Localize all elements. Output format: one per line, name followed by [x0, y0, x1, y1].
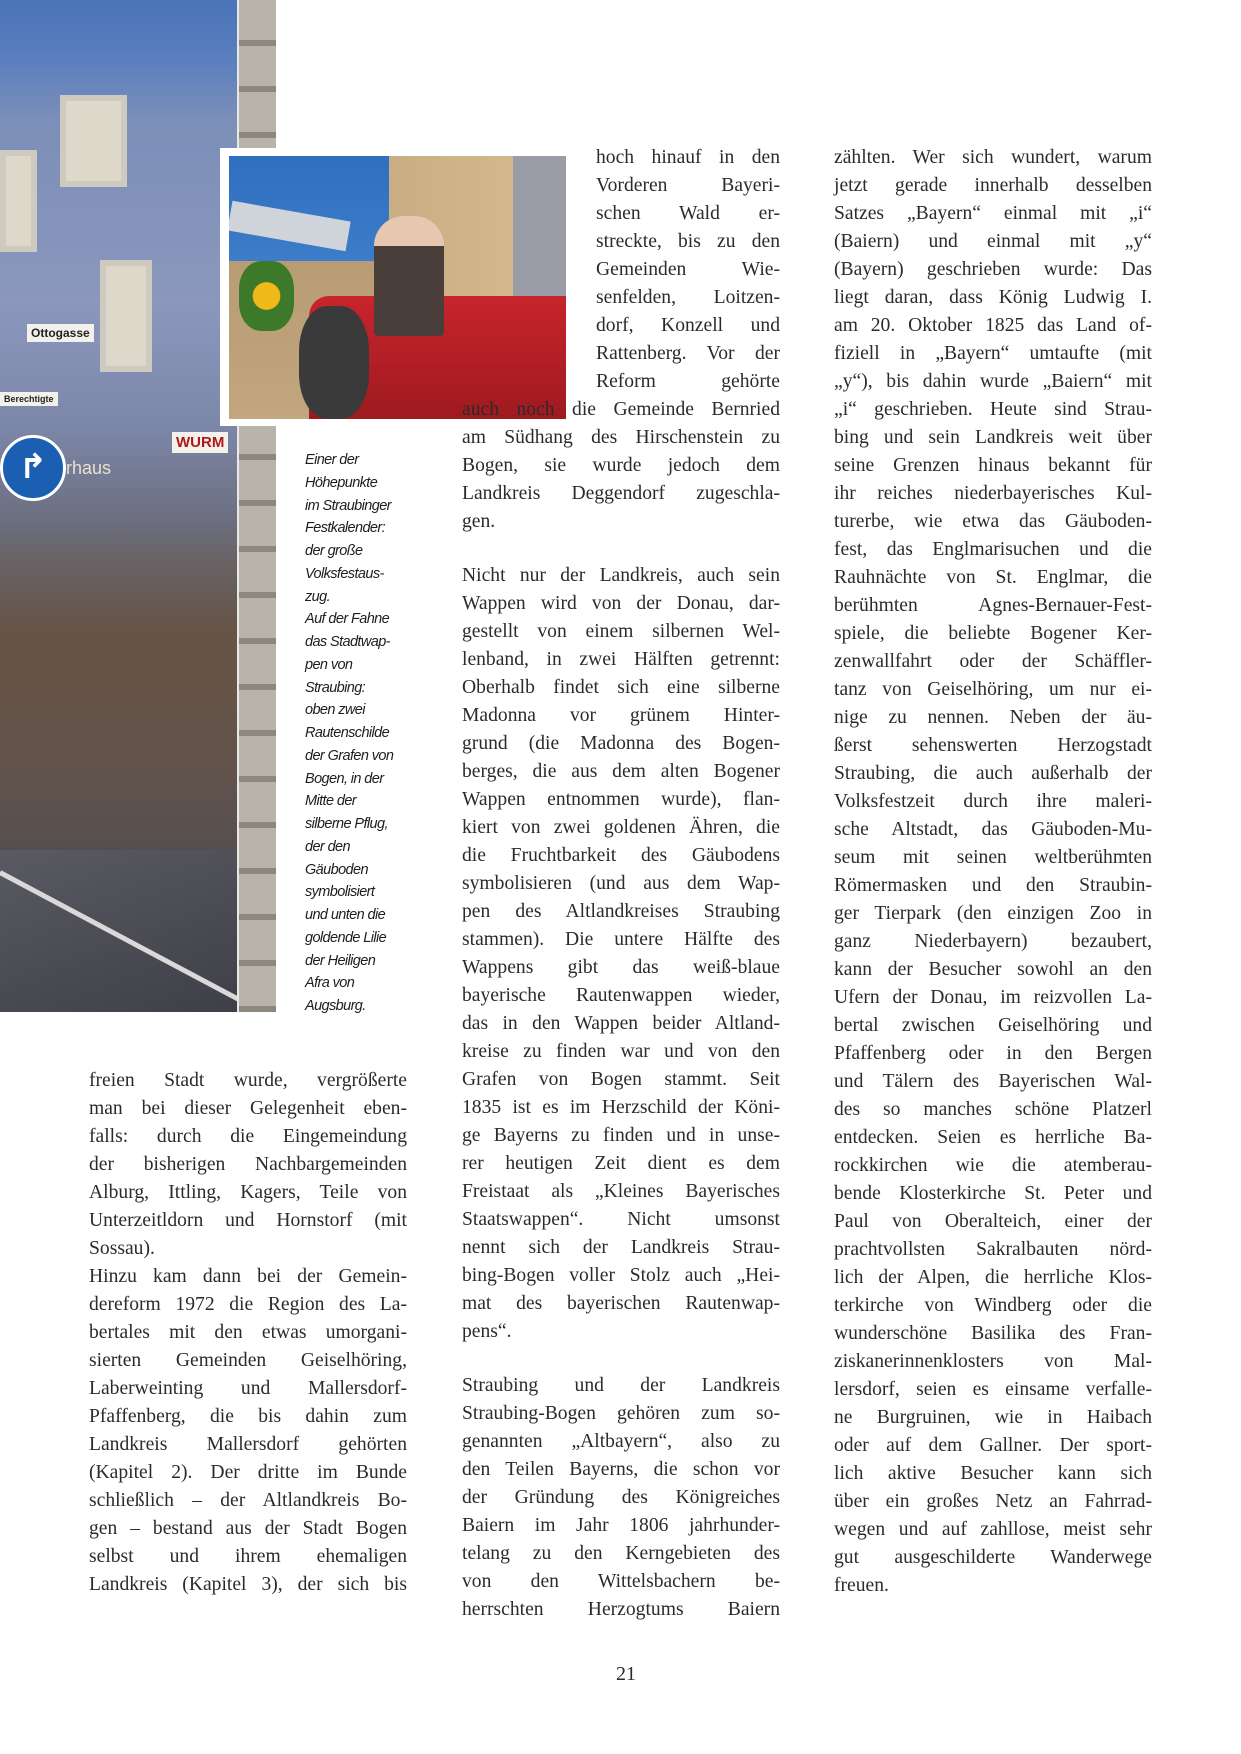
text-line: fest, das Englmarisuchen und die	[834, 539, 1152, 560]
photo-caption	[305, 449, 425, 1018]
building-window	[60, 95, 127, 187]
text-line: oder auf dem Gallner. Der sport-	[834, 1435, 1152, 1456]
street	[0, 850, 238, 1012]
text-line: Grafen von Bogen stammt. Seit	[462, 1069, 780, 1090]
text-line: Straubing, die auch außerhalb der	[834, 763, 1152, 784]
text-line: (Baiern) und einmal mit „y“	[834, 231, 1152, 252]
text-line: über ein großes Netz an Fahrrad-	[834, 1491, 1152, 1512]
text-line: zenwallfahrt oder der Schäffler-	[834, 651, 1152, 672]
text-line: Hinzu kam dann bei der Gemein-	[89, 1266, 407, 1287]
paragraph	[89, 1263, 407, 1599]
street-sign: Ottogasse	[27, 324, 94, 342]
text-line: der bisherigen Nachbargemeinden	[89, 1154, 407, 1175]
text-line: Vorderen Bayeri-	[596, 175, 780, 196]
text-line: den Teilen Bayerns, die schon vor	[462, 1459, 780, 1480]
umbrella	[229, 201, 351, 251]
text-line: Ufern der Donau, im reizvollen La-	[834, 987, 1152, 1008]
text-line: rockkirchen wie die atemberau-	[834, 1155, 1152, 1176]
text-line: gut ausgeschilderte Wanderwege	[834, 1547, 1152, 1568]
text-line: ßerst sehenswerten Herzogstadt	[834, 735, 1152, 756]
parking-sign: Berechtigte	[0, 392, 58, 406]
text-line: terkirche von Windberg oder die	[834, 1295, 1152, 1316]
text-line: Reform gehörte	[596, 371, 780, 392]
text-line: am 20. Oktober 1825 das Land of-	[834, 315, 1152, 336]
text-line: am Südhang des Hirschenstein zu	[462, 427, 780, 448]
text-line: ihr reiches niederbayerisches Kul-	[834, 483, 1152, 504]
photo-wrap-spacer	[462, 144, 596, 396]
text-line: gen.	[462, 511, 496, 532]
caption-line: der große	[305, 543, 363, 559]
caption-line: zug.	[305, 588, 331, 605]
caption-line: der den	[305, 838, 350, 855]
text-line: Baiern im Jahr 1806 jahrhunder-	[462, 1515, 780, 1536]
text-line: spiele, die beliebte Bogener Ker-	[834, 623, 1152, 644]
text-line: fiziell in „Bayern“ umtaufte (mit	[834, 343, 1152, 364]
text-line: wegen und auf zahllose, meist sehr	[834, 1519, 1152, 1540]
paragraph	[462, 1372, 780, 1624]
caption-line: pen von	[305, 656, 353, 673]
caption-line: Volksfestaus-	[305, 565, 384, 582]
text-line: Laberweinting und Mallersdorf-	[89, 1378, 407, 1399]
text-line: sche Altstadt, das Gäuboden-Mu-	[834, 819, 1152, 840]
text-line: lersdorf, seien es einsame verfalle-	[834, 1379, 1152, 1400]
text-line: grund (die Madonna des Bogen-	[462, 733, 780, 754]
text-line: liegt daran, dass König Ludwig I.	[834, 287, 1152, 308]
text-line: prachtvollsten Sakralbauten nörd-	[834, 1239, 1152, 1260]
text-line: ganz Niederbayern) bezaubert,	[834, 931, 1152, 952]
text-line: selbst und ihrem ehemaligen	[89, 1546, 407, 1567]
text-line: symbolisieren (und aus dem Wap-	[462, 873, 780, 894]
text-line: nige zu nennen. Neben der äu-	[834, 707, 1152, 728]
text-line: kiert von zwei goldenen Ähren, die	[462, 817, 780, 838]
shop-sign: WURM	[172, 432, 228, 453]
man-waving-hat	[374, 216, 444, 336]
caption-line: Festkalender:	[305, 520, 386, 537]
text-line: Gemeinden Wie-	[596, 259, 780, 280]
paragraph	[462, 562, 780, 1346]
text-line: Freistaat als „Kleines Bayerisches	[462, 1181, 780, 1202]
text-column-2	[462, 144, 780, 1624]
caption-line: und unten die	[305, 907, 386, 923]
text-line: stammen). Die untere Hälfte des	[462, 929, 780, 950]
text-line: streckte, bis zu den	[596, 231, 780, 252]
text-line: Staatswappen“. Nicht umsonst	[462, 1209, 780, 1230]
text-line: bing-Bogen voller Stolz auch „Hei-	[462, 1265, 780, 1286]
text-line: Pfaffenberg oder in den Bergen	[834, 1043, 1152, 1064]
text-line: herrschten Herzogtums Baiern	[462, 1599, 780, 1620]
text-line: Landkreis Mallersdorf gehörten	[89, 1434, 407, 1455]
text-line: nennt sich der Landkreis Strau-	[462, 1237, 780, 1258]
text-line: bertales mit den etwas umorgani-	[89, 1322, 407, 1343]
text-line: ne Burgruinen, wie in Haibach	[834, 1407, 1152, 1428]
text-line: seum mit seinen weltberühmten	[834, 847, 1152, 868]
text-line: Bogen, sie wurde jedoch dem	[462, 455, 780, 476]
text-line: die Fruchtbarkeit des Gäubodens	[462, 845, 780, 866]
caption-line: Einer der	[305, 452, 359, 468]
caption-line: Auf der Fahne	[305, 611, 390, 628]
text-line: rer heutigen Zeit dient es dem	[462, 1153, 780, 1174]
crowd	[0, 520, 238, 850]
text-line: von den Wittelsbachern be-	[462, 1571, 780, 1592]
text-line: „i“ geschrieben. Heute sind Strau-	[834, 399, 1152, 420]
caption-line: Mitte der	[305, 793, 357, 810]
caption-line: das Stadtwap-	[305, 634, 390, 650]
caption-line: Augsburg.	[305, 998, 366, 1014]
text-line: pens“.	[462, 1321, 512, 1342]
caption-line: der Grafen von	[305, 747, 394, 764]
text-line: Pfaffenberg, die bis dahin zum	[89, 1406, 407, 1427]
text-line: bertal zwischen Geiselhöring und	[834, 1015, 1152, 1036]
text-line: Landkreis Deggendorf zugeschla-	[462, 483, 780, 504]
text-line: Straubing und der Landkreis	[462, 1375, 780, 1396]
text-line: bayerische Rautenwappen wieder,	[462, 985, 780, 1006]
caption-line: silberne Pflug,	[305, 816, 388, 832]
paragraph	[834, 144, 1152, 1600]
sunflowers	[239, 261, 294, 331]
caption-line: Gäuboden	[305, 861, 368, 878]
turn-right-arrow-icon: ↱	[0, 435, 66, 501]
text-line: Rattenberg. Vor der	[596, 343, 780, 364]
text-line: Rauhnächte von St. Englmar, die	[834, 567, 1152, 588]
caption-line: oben zwei	[305, 702, 365, 719]
caption-line: im Straubinger	[305, 497, 391, 514]
text-line: das in den Wappen beider Altland-	[462, 1013, 780, 1034]
text-line: telang zu den Kerngebieten des	[462, 1543, 780, 1564]
text-line: auch noch die Gemeinde Bernried	[462, 399, 780, 420]
text-line: Straubing-Bogen gehören zum so-	[462, 1403, 780, 1424]
text-line: hoch hinauf in den	[596, 147, 780, 168]
caption-line: goldende Lilie	[305, 929, 387, 946]
building-window	[0, 150, 37, 252]
text-line: dereform 1972 die Region des La-	[89, 1294, 407, 1315]
page-number: 21	[616, 1663, 636, 1685]
text-line: und Tälern des Bayerischen Wal-	[834, 1071, 1152, 1092]
text-line: gestellt von einem silbernen Wel-	[462, 621, 780, 642]
text-line: Satzes „Bayern“ einmal mit „i“	[834, 203, 1152, 224]
text-line: Unterzeitldorn und Hornstorf (mit	[89, 1210, 407, 1231]
text-line: zählten. Wer sich wundert, warum	[834, 147, 1152, 168]
text-line: tanz von Geiselhöring, um nur ei-	[834, 679, 1152, 700]
caption-line: der Heiligen	[305, 952, 376, 969]
text-line: jetzt gerade innerhalb desselben	[834, 175, 1152, 196]
text-line: bende Klosterkirche St. Peter und	[834, 1183, 1152, 1204]
caption-line: symbolisiert	[305, 884, 375, 901]
text-line: Alburg, Ittling, Kagers, Teile von	[89, 1182, 407, 1203]
text-line: dorf, Konzell und	[596, 315, 780, 336]
text-column-1	[89, 1067, 407, 1599]
text-line: des so manches schöne Platzerl	[834, 1099, 1152, 1120]
text-line: freien Stadt wurde, vergrößerte	[89, 1070, 407, 1091]
text-line: lich der Alpen, die herrliche Klos-	[834, 1267, 1152, 1288]
text-line: sierten Gemeinden Geiselhöring,	[89, 1350, 407, 1371]
text-line: Paul von Oberalteich, einer der	[834, 1211, 1152, 1232]
text-line: Wappens gibt das weiß-blaue	[462, 957, 780, 978]
text-column-3	[834, 144, 1152, 1600]
text-line: Sossau).	[89, 1238, 155, 1259]
text-line: Oberhalb findet sich eine silberne	[462, 677, 780, 698]
text-line: falls: durch die Eingemeindung	[89, 1126, 407, 1147]
text-line: bing und sein Landkreis weit über	[834, 427, 1152, 448]
text-line: Nicht nur der Landkreis, auch sein	[462, 565, 780, 586]
text-line: schließlich – der Altlandkreis Bo-	[89, 1490, 407, 1511]
text-line: Römermasken und den Straubin-	[834, 875, 1152, 896]
text-line: entdecken. Seien es herrliche Ba-	[834, 1127, 1152, 1148]
text-line: mat des bayerischen Rautenwap-	[462, 1293, 780, 1314]
text-line: (Kapitel 2). Der dritte im Bunde	[89, 1462, 407, 1483]
text-line: der Gründung des Königreiches	[462, 1487, 780, 1508]
text-line: genannten „Altbayern“, also zu	[462, 1431, 780, 1452]
text-line: „y“), bis dahin wurde „Baiern“ mit	[834, 371, 1152, 392]
text-line: 1835 ist es im Herzschild der Köni-	[462, 1097, 780, 1118]
building-window	[100, 260, 152, 372]
text-line: ziskanerinnenklosters von Mal-	[834, 1351, 1152, 1372]
text-line: turerbe, wie etwa das Gäuboden-	[834, 511, 1152, 532]
text-line: seine Grenzen hinaus bekannt für	[834, 455, 1152, 476]
text-line: ger Tierpark (den einzigen Zoo in	[834, 903, 1152, 924]
caption-line: Höhepunkte	[305, 474, 378, 491]
text-line: ge Bayerns zu finden und in unse-	[462, 1125, 780, 1146]
text-line: Madonna vor grünem Hinter-	[462, 705, 780, 726]
text-line: man bei dieser Gelegenheit eben-	[89, 1098, 407, 1119]
text-line: freuen.	[834, 1575, 889, 1596]
house-sign: rhaus	[66, 458, 112, 478]
text-line: berges, die aus dem alten Bogener	[462, 761, 780, 782]
caption-line: Afra von	[305, 975, 355, 992]
text-line: gen – bestand aus der Stadt Bogen	[89, 1518, 407, 1539]
text-line: berühmten Agnes-Bernauer-Fest-	[834, 595, 1152, 616]
text-line: schen Wald er-	[596, 203, 780, 224]
text-line: Wappen entnommen wurde), flan-	[462, 789, 780, 810]
text-line: kann der Besucher sowohl an den	[834, 959, 1152, 980]
caption-line: Straubing:	[305, 679, 366, 696]
text-line: pen des Altlandkreises Straubing	[462, 901, 780, 922]
caption-line: Rautenschilde	[305, 725, 390, 741]
text-line: lich aktive Besucher kann sich	[834, 1463, 1152, 1484]
paragraph	[89, 1067, 407, 1263]
text-line: Wappen wird von der Donau, dar-	[462, 593, 780, 614]
text-line: senfelden, Loitzen-	[596, 287, 780, 308]
text-line: wunderschöne Basilika des Fran-	[834, 1323, 1152, 1344]
text-line: Landkreis (Kapitel 3), der sich bis	[89, 1574, 407, 1595]
text-line: (Bayern) geschrieben wurde: Das	[834, 259, 1152, 280]
text-line: Volksfestzeit durch ihre maleri-	[834, 791, 1152, 812]
caption-line: Bogen, in der	[305, 770, 384, 787]
text-line: kreise zu finden war und von den	[462, 1041, 780, 1062]
tractor-wheel	[299, 306, 369, 419]
text-line: lenband, in zwei Hälften getrennt:	[462, 649, 780, 670]
